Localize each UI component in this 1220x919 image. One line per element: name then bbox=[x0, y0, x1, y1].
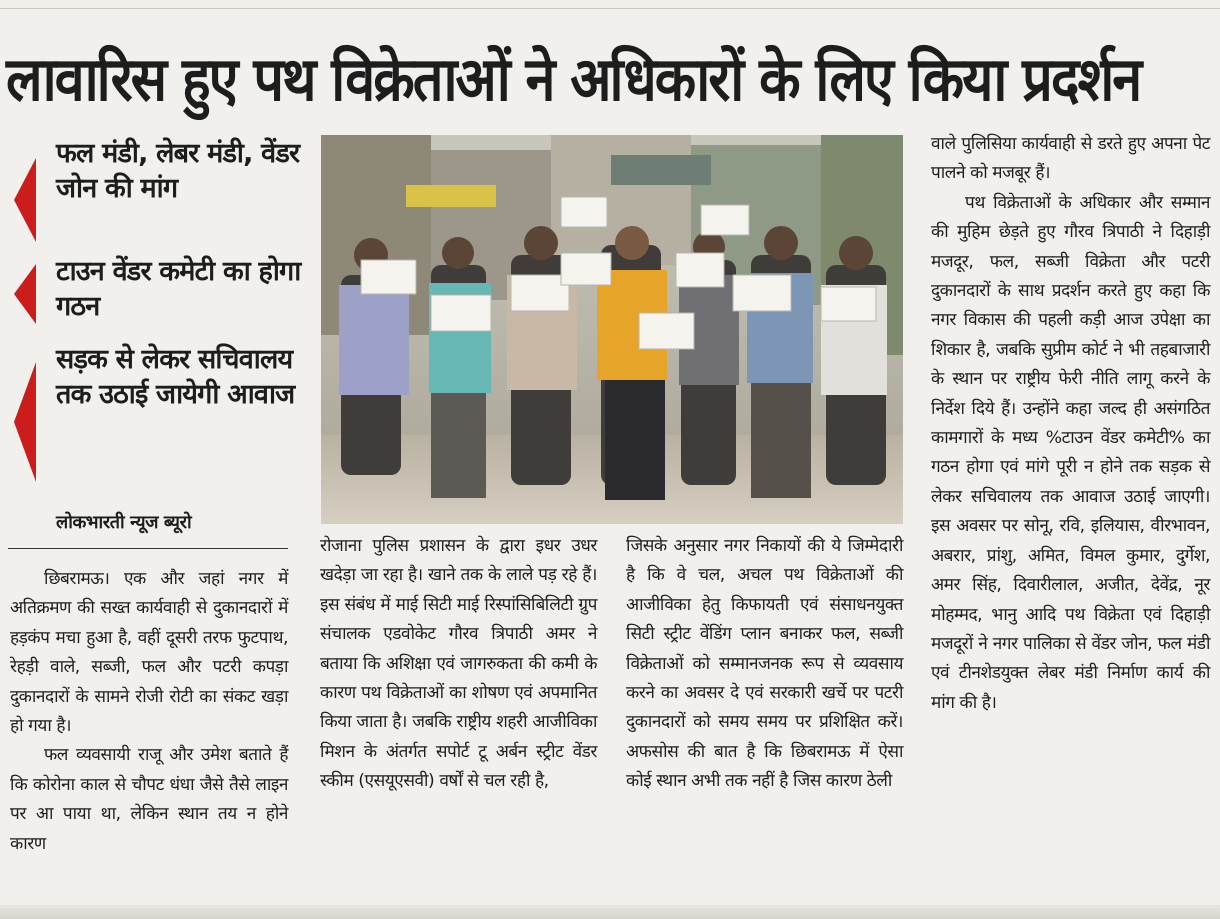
column-3 bbox=[626, 532, 903, 797]
column-4 bbox=[931, 130, 1210, 718]
subhead-text: टाउन वेंडर कमेटी का होगा गठन bbox=[56, 256, 301, 322]
red-arrow-icon bbox=[14, 264, 36, 324]
page-bottom-edge bbox=[0, 905, 1220, 919]
subhead-3 bbox=[14, 342, 309, 492]
paragraph: वाले पुलिसिया कार्यवाही से डरते हुए अपना पेट पालने को मजबूर हैं। bbox=[931, 134, 1210, 184]
paragraph: पथ विक्रेताओं के अधिकार और सम्मान की मुहिम छेड़ते हुए गौरव त्रिपाठी ने दिहाड़ी मजदूर, फल, सब्जी विक्रेता और पटरी दुकानदारों के साथ प्रदर्शन करते हुए कहा कि नगर विकास की पहली कड़ी आज उपेक्षा का शिकार है, जबकि सुप्रीम कोर्ट ने भी तहबाजारी के स्थान पर राष्ट्रीय फेरी नीति लागू करने के निर्देश दिये हैं। उन्होंने कहा जल्द ही असंगठित कामगारों के मध्य %टाउन वेंडर कमेटी% का गठन होगा एवं मांगे पूरी न होने तक सड़क से लेकर सचिवालय तक आवाज उठाई जाएगी। इस अवसर पर सोनू, रवि, इलियास, वीरभावन, अबरार, प्रांशु, अमित, विमल कुमार, दुर्गेश, अमर सिंह, दिवारीलाल, अजीत, देवेंद्र, नूर मोहम्मद, भानु आदि पथ विक्रेता एवं दिहाड़ी मजदूरों ने नगर पालिका से वेंडर जोन, फल मंडी एवं टीनशेडयुक्त लेबर मंडी निर्माण कार्य की मांग की है। bbox=[931, 192, 1210, 713]
protest-photo bbox=[321, 135, 903, 524]
top-rule bbox=[0, 0, 1220, 9]
subhead-text: सड़क से लेकर सचिवालय तक उठाई जायेगी आवाज bbox=[56, 344, 295, 410]
subhead-text: फल मंडी, लेबर मंडी, वेंडर जोन की मांग bbox=[56, 138, 300, 204]
subhead-1 bbox=[14, 136, 309, 241]
byline: लोकभारती न्यूज ब्यूरो bbox=[56, 512, 192, 533]
paragraph: छिबरामऊ। एक और जहां नगर में अतिक्रमण की सख्त कार्यवाही से दुकानदारों में हड़कंप मचा हुआ है, वहीं दूसरी तरफ फुटपाथ, रेहड़ी वाले, सब्जी, फल और पटरी कपड़ा दुकानदारों के सामने रोजी रोटी का संकट खड़ा हो गया है। bbox=[10, 569, 288, 737]
column-2 bbox=[320, 532, 597, 797]
byline-divider bbox=[8, 548, 288, 549]
headline: लावारिस हुए पथ विक्रेताओं ने अधिकारों के लिए किया प्रदर्शन bbox=[6, 43, 1141, 115]
subhead-2 bbox=[14, 254, 309, 334]
red-arrow-icon bbox=[14, 158, 36, 242]
paragraph: फल व्यवसायी राजू और उमेश बताते हैं कि कोरोना काल से चौपट धंधा जैसे तैसे लाइन पर आ पाया था, लेकिन स्थान तय न होने कारण bbox=[10, 745, 288, 854]
paragraph: रोजाना पुलिस प्रशासन के द्वारा इधर उधर खदेड़ा जा रहा है। खाने तक के लाले पड़ रहे हैं। इस संबंध में माई सिटी माई रिस्पांसिबिलिटी ग्रुप संचालक एडवोकेट गौरव त्रिपाठी अमर ने बताया कि अशिक्षा एवं जागरुकता की कमी के कारण पथ विक्रेताओं का शोषण एवं अपमानित किया जाता है। जबकि राष्ट्रीय शहरी आजीविका मिशन के अंतर्गत सपोर्ट टू अर्बन स्ट्रीट वेंडर स्कीम (एसयूएसवी) वर्षों से चल रही है, bbox=[320, 536, 597, 792]
column-1 bbox=[10, 565, 288, 859]
red-arrow-icon bbox=[14, 362, 36, 482]
paragraph: जिसके अनुसार नगर निकायों की ये जिम्मेदारी है कि वे चल, अचल पथ विक्रेताओं की आजीविका हेतु किफायती एवं संसाधनयुक्त सिटी स्ट्रीट वेंडिंग प्लान बनाकर फल, सब्जी विक्रेताओं को सम्मानजनक रूप से व्यवसाय करने का अवसर दे एवं सरकारी खर्चे पर पटरी दुकानदारों को समय समय पर प्रशिक्षित करें। अफसोस की बात है कि छिबरामऊ में ऐसा कोई स्थान अभी तक नहीं है जिस कारण ठेली bbox=[626, 536, 903, 792]
